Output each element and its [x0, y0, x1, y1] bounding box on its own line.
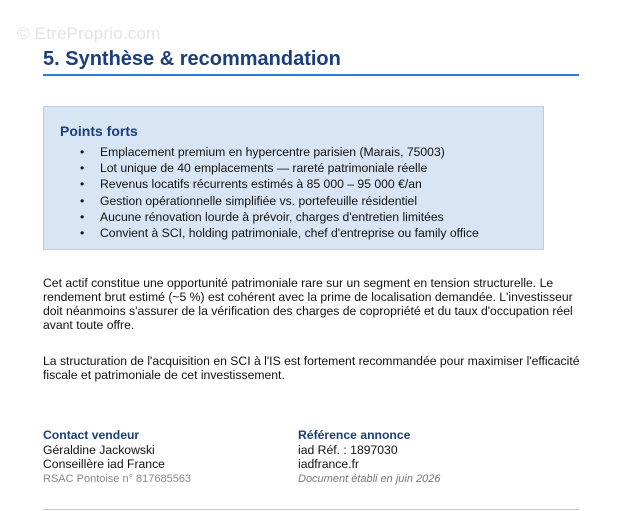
list-item: • Emplacement premium en hypercentre parisien (Marais, 75003) [60, 144, 479, 160]
list-item: • Convient à SCI, holding patrimoniale, chef d'entreprise ou family office [60, 225, 479, 241]
strengths-box [43, 106, 544, 250]
reference-block [298, 428, 440, 486]
reference-id: iad Réf. : 1897030 [298, 442, 398, 457]
contact-rsac: RSAC Pontoise n° 817685563 [43, 472, 192, 485]
list-item: • Aucune rénovation lourde à prévoir, charges d'entretien limitées [60, 209, 479, 225]
list-item: • Gestion opérationnelle simplifiée vs. portefeuille résidentiel [60, 193, 479, 209]
watermark: © EtreProprio.com [17, 24, 161, 43]
footer-divider [43, 509, 579, 510]
contact-name: Géraldine Jackowski [43, 442, 155, 457]
title-divider [43, 74, 579, 76]
reference-site: iadfrance.fr [298, 457, 359, 471]
strengths-title: Points forts [60, 123, 138, 139]
strengths-list [60, 144, 479, 241]
contact-heading: Contact vendeur [43, 428, 140, 442]
section-title: 5. Synthèse & recommandation [43, 48, 341, 70]
list-item: • Lot unique de 40 emplacements — rareté patrimoniale réelle [60, 160, 479, 176]
contact-role: Conseillère iad France [43, 457, 165, 471]
list-item: • Revenus locatifs récurrents estimés à 85 000 – 95 000 €/an [60, 176, 479, 192]
recommendation-paragraph: La structuration de l'acquisition en SCI à l'IS est fortement recommandée pour maximiser l'efficacité fiscale et patrimoniale de cet investissement. [43, 354, 580, 382]
contact-block [43, 428, 191, 486]
summary-paragraph: Cet actif constitue une opportunité patrimoniale rare sur un segment en tension structurelle. Le rendement brut estimé (~5 %) est cohérent avec la prime de localisation demandée. L'investisseur doit néanmoins s'assurer de la vérification des charges de copropriété et du taux d'occupation réel avant toute offre. [43, 276, 573, 332]
reference-heading: Référence annonce [298, 428, 411, 442]
reference-date-note: Document établi en juin 2026 [298, 472, 441, 485]
